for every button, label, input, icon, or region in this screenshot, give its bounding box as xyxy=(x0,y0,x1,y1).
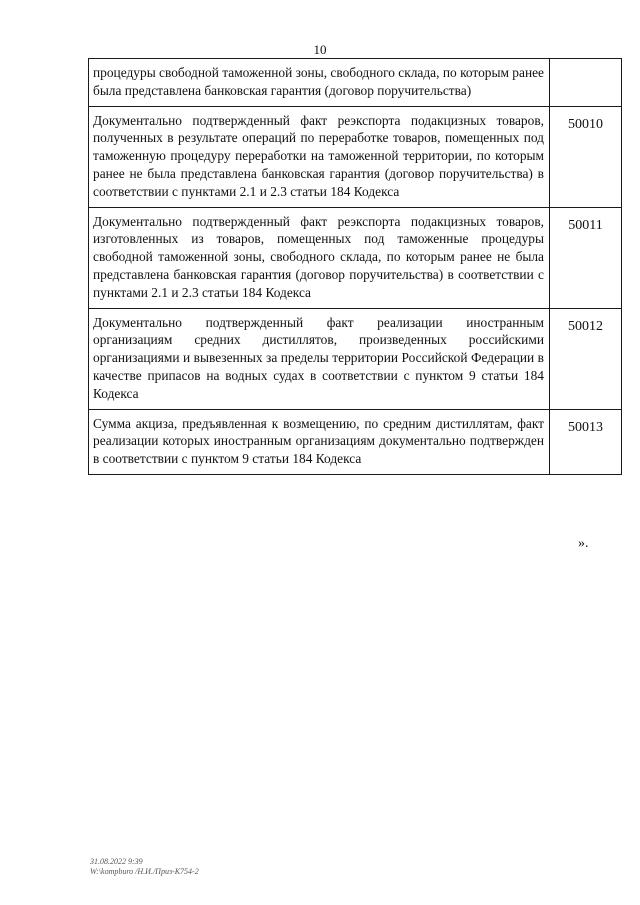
codes-table xyxy=(88,58,622,475)
row-description: Документально подтвержденный факт реализации иностранным организациям средних дистиллятов, произведенных российскими организациями и вывезенных за пределы территории Российской Федерации в качестве припасов на водных судах в соответствии с пунктом 9 статьи 184 Кодекса xyxy=(89,308,550,409)
table-row xyxy=(89,409,622,474)
row-description: Документально подтвержденный факт реэкспорта подакцизных товаров, изготовленных из товаров, помещенных под таможенные процедуры свободной таможенной зоны, свободного склада, по которым ранее не была представлена банковская гарантия (договор поручительства) в соответствии с пунктами 2.1 и 2.3 статьи 184 Кодекса xyxy=(89,207,550,308)
row-code: 50011 xyxy=(550,207,622,308)
row-description: Документально подтвержденный факт реэкспорта подакцизных товаров, полученных в результате операций по переработке товаров, помещенных под таможенную процедуру переработки на таможенной территории, по которым ранее не была представлена банковская гарантия (договор поручительства) в соответствии с пунктами 2.1 и 2.3 статьи 184 Кодекса xyxy=(89,106,550,207)
row-code xyxy=(550,59,622,107)
row-code: 50012 xyxy=(550,308,622,409)
footer-stamp xyxy=(90,857,199,877)
table-row xyxy=(89,59,622,107)
row-description: Сумма акциза, предъявленная к возмещению, по средним дистиллятам, факт реализации которых иностранным организациям документально подтвержден в соответствии с пунктом 9 статьи 184 Кодекса xyxy=(89,409,550,474)
closing-quote: ». xyxy=(578,536,589,551)
footer-datetime: 31.08.2022 9:39 xyxy=(90,857,143,866)
row-code: 50010 xyxy=(550,106,622,207)
page-number: 10 xyxy=(313,42,327,57)
table-row xyxy=(89,308,622,409)
row-description: процедуры свободной таможенной зоны, свободного склада, по которым ранее была представлена банковская гарантия (договор поручительства) xyxy=(89,59,550,107)
table-row xyxy=(89,207,622,308)
table-row xyxy=(89,106,622,207)
footer-path: W:\kompburo /Н.И./Приз-К754-2 xyxy=(90,867,199,876)
row-code: 50013 xyxy=(550,409,622,474)
